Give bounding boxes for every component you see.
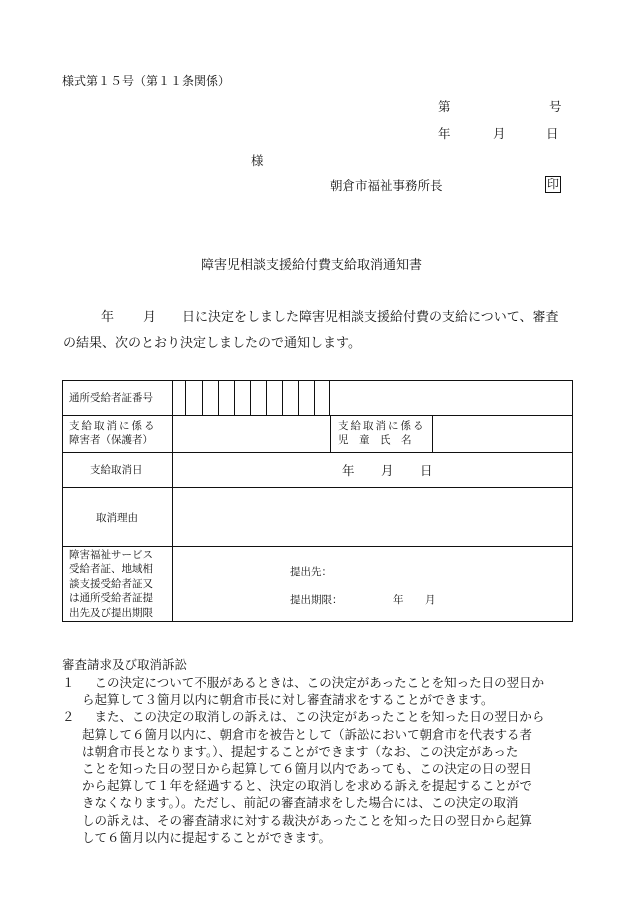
form-number: 様式第１５号（第１１条関係） <box>62 74 231 88</box>
submission-label: 障害福祉サービス 受給者証、地域相 談支援受給者証又 は通所受給者証提 出先及び提出期限 <box>69 549 153 619</box>
header-year: 年 <box>438 126 451 141</box>
appeal-item-1: １ この決定について不服があるときは、この決定があったことを知った日の翌日か ら起算して３箇月以内に朝倉市長に対し審査請求をすることができます。 <box>62 675 545 708</box>
appeal-item-number: １ <box>62 675 75 690</box>
submit-deadline-month: 月 <box>425 594 436 606</box>
appeal-section <box>62 656 592 846</box>
seal-mark: 印 <box>547 177 560 191</box>
cancellation-table <box>62 380 573 622</box>
intro-line-2: の結果、次のとおり決定しましたので通知します。 <box>63 336 361 351</box>
doc-number-go: 号 <box>549 99 562 114</box>
addressee-sama: 様 <box>251 153 264 168</box>
submit-deadline-label: 提出期限： <box>290 594 343 606</box>
person-label: 支給取消に係る 障害者（保護者） <box>69 420 157 446</box>
certificate-number-label: 通所受給者証番号 <box>69 392 153 404</box>
appeal-item-number: ２ <box>62 709 75 725</box>
sender-name: 朝倉市福祉事務所長 <box>330 178 443 193</box>
cancel-date-month: 月 <box>381 463 394 478</box>
cancel-date-day: 日 <box>420 463 433 478</box>
submit-deadline-year: 年 <box>393 594 404 606</box>
intro-month: 月 <box>143 310 157 325</box>
header-day: 日 <box>546 126 559 141</box>
appeal-item-2: ２ また、この決定の取消しの訴えは、この決定があったことを知った日の翌日から 起算して６箇月以内に、朝倉市を被告として（訴訟において朝倉市を代表する者 は朝倉市長となります。）、提起することができます（なお、この決定があった ことを知った日の翌日から起算して６箇月以内であっても、この決定の日の翌日 から起算して１年を経過すると、決定の取消しを求める訴えを提起することがで きなくなります。）。ただし、前記の審査請求をした場合には、この決定の取消 しの訴えは、その審査請求に対する裁決があったことを知った日の翌日から起算 して６箇月以内に提起することができます。 <box>62 709 545 845</box>
document-title: 障害児相談支援給付費支給取消通知書 <box>201 258 423 273</box>
header-month: 月 <box>493 126 506 141</box>
child-name-label: 支給取消に係る 児 童 氏 名 <box>338 420 426 446</box>
cancel-date-label: 支給取消日 <box>90 464 143 476</box>
doc-number-dai: 第 <box>438 99 451 114</box>
submit-to-label: 提出先： <box>290 566 332 578</box>
appeal-title: 審査請求及び取消訴訟 <box>62 657 188 672</box>
cancel-reason-label: 取消理由 <box>96 512 138 524</box>
intro-text: 日に決定をしました障害児相談支援給付費の支給について、審査 <box>182 310 559 325</box>
intro-year: 年 <box>101 310 115 325</box>
intro-paragraph <box>63 305 583 357</box>
cancel-date-year: 年 <box>342 463 355 478</box>
